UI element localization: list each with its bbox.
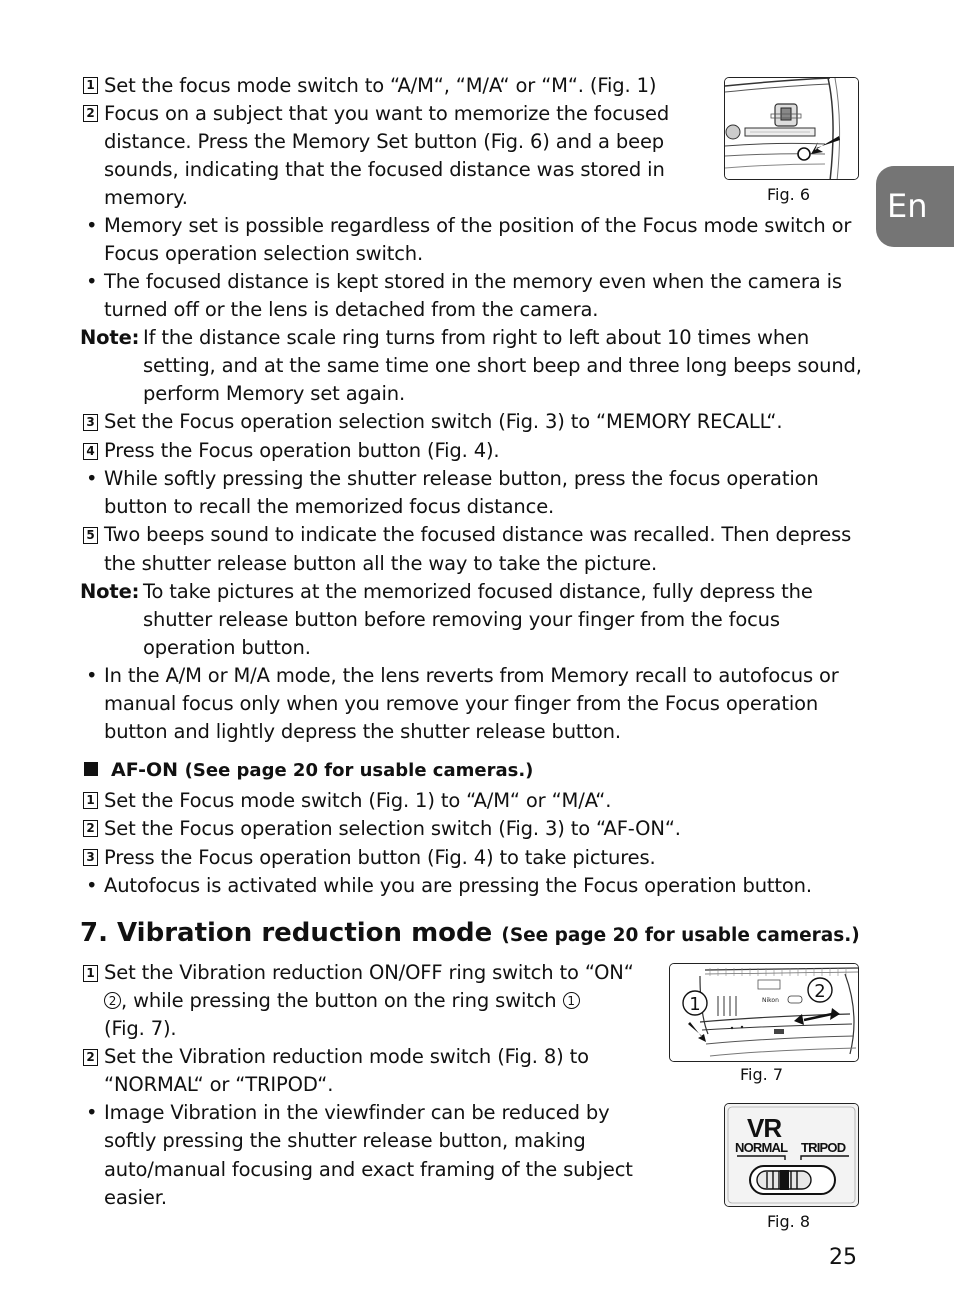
memory-step1: Set the focus mode switch to “A/M“, “M/A“ or “M“. (Fig. 1) (104, 74, 657, 97)
vr-bullet-line: softly pressing the shutter release button, making (104, 1129, 586, 1152)
lens-vr-ring-illustration (670, 964, 859, 1062)
memory-bullet2-line: turned off or the lens is detached from the camera. (104, 298, 599, 321)
memory-step5-line: Two beeps sound to indicate the focused distance was recalled. Then depress (104, 523, 852, 546)
vr-heading (80, 915, 860, 954)
vr-step1-line (104, 987, 580, 1015)
bullet-glyph: • (86, 467, 98, 490)
note-label: Note: (80, 580, 140, 603)
memory-bullet4-line: manual focus only when you remove your finger from the Focus operation (104, 692, 819, 715)
fig8-vr-label: VR (747, 1113, 782, 1143)
step-number: 5 (83, 527, 98, 544)
fig8-image (724, 1103, 859, 1207)
afon-title-note: (See page 20 for usable cameras.) (184, 760, 534, 781)
note1-line: If the distance scale ring turns from right to left about 10 times when (143, 326, 810, 349)
fig7-brand-text: Nikon (762, 997, 779, 1004)
memory-step2-line: Focus on a subject that you want to memorize the focused (104, 102, 670, 125)
section-bullet-square (84, 762, 98, 776)
language-tab: En (876, 166, 954, 247)
step-number: 3 (83, 414, 98, 431)
step-number: 2 (83, 105, 98, 122)
vr-step1-line: Set the Vibration reduction ON/OFF ring switch to “ON“ (104, 961, 634, 984)
fig6-caption: Fig. 6 (767, 185, 810, 204)
memory-bullet3-line: While softly pressing the shutter release button, press the focus operation (104, 467, 819, 490)
memory-step2-line: memory. (104, 186, 188, 209)
memory-step2-line: distance. Press the Memory Set button (Fig. 6) and a beep (104, 130, 665, 153)
step-number: 1 (83, 965, 98, 982)
note1-line: perform Memory set again. (143, 382, 406, 405)
memory-bullet1-line: Memory set is possible regardless of the position of the Focus mode switch or (104, 214, 852, 237)
afon-step3: Press the Focus operation button (Fig. 4) to take pictures. (104, 846, 656, 869)
afon-step1: Set the Focus mode switch (Fig. 1) to “A/M“ or “M/A“. (104, 789, 612, 812)
step-number: 3 (83, 849, 98, 866)
memory-step5-line: the shutter release button all the way to take the picture. (104, 552, 658, 575)
vr-step1-line: (Fig. 7). (104, 1017, 177, 1040)
fig7-caption: Fig. 7 (740, 1065, 783, 1084)
fig8-tripod-label: TRIPOD (801, 1140, 846, 1155)
vr-step2-line: Set the Vibration reduction mode switch (Fig. 8) to (104, 1045, 589, 1068)
vr-heading-note: (See page 20 for usable cameras.) (501, 925, 860, 946)
circled-number: 1 (563, 992, 580, 1009)
note2-line: To take pictures at the memorized focused distance, fully depress the (143, 580, 813, 603)
note1-line: setting, and at the same time one short beep and three long beeps sound, (143, 354, 862, 377)
circled-number: 2 (104, 992, 121, 1009)
memory-step4: Press the Focus operation button (Fig. 4). (104, 439, 500, 462)
fig6-image (724, 77, 859, 180)
fig7-callout-1: 1 (689, 994, 701, 1015)
fig8-normal-label: NORMAL (735, 1140, 788, 1155)
note2-line: shutter release button before removing your finger from the focus (143, 608, 780, 631)
vr-bullet-line: easier. (104, 1186, 167, 1209)
fig7-callout-2: 2 (814, 981, 826, 1002)
step-number: 4 (83, 443, 98, 460)
fig8-caption: Fig. 8 (767, 1212, 810, 1231)
memory-step3: Set the Focus operation selection switch (Fig. 3) to “MEMORY RECALL“. (104, 410, 783, 433)
memory-bullet1-line: Focus operation selection switch. (104, 242, 424, 265)
afon-bullet: Autofocus is activated while you are pressing the Focus operation button. (104, 874, 812, 897)
memory-bullet4-line: button and lightly depress the shutter release button. (104, 720, 621, 743)
note2-line: operation button. (143, 636, 311, 659)
step-number: 2 (83, 820, 98, 837)
vr-mode-switch-illustration (725, 1104, 859, 1207)
step-number: 1 (83, 792, 98, 809)
step-number: 2 (83, 1049, 98, 1066)
lens-memory-button-illustration (725, 78, 859, 180)
page-number: 25 (829, 1245, 857, 1270)
afon-step2: Set the Focus operation selection switch (Fig. 3) to “AF-ON“. (104, 817, 681, 840)
fig7-image (669, 963, 859, 1062)
memory-bullet2-line: The focused distance is kept stored in the memory even when the camera is (104, 270, 842, 293)
bullet-glyph: • (86, 1101, 98, 1124)
memory-bullet4-line: In the A/M or M/A mode, the lens reverts from Memory recall to autofocus or (104, 664, 839, 687)
bullet-glyph: • (86, 270, 98, 293)
vr-step1-text: , while pressing the button on the ring switch (121, 989, 557, 1012)
afon-title (111, 756, 533, 785)
vr-bullet-line: auto/manual focusing and exact framing of the subject (104, 1158, 633, 1181)
memory-step2-line: sounds, indicating that the focused distance was stored in (104, 158, 665, 181)
memory-bullet3-line: button to recall the memorized focus distance. (104, 495, 555, 518)
vr-step2-line: “NORMAL“ or “TRIPOD“. (104, 1073, 334, 1096)
note-label: Note: (80, 326, 140, 349)
vr-heading-text: 7. Vibration reduction mode (80, 918, 493, 948)
vr-bullet-line: Image Vibration in the viewfinder can be reduced by (104, 1101, 610, 1124)
step-number: 1 (83, 77, 98, 94)
bullet-glyph: • (86, 214, 98, 237)
bullet-glyph: • (86, 664, 98, 687)
afon-title-text: AF-ON (111, 759, 179, 781)
bullet-glyph: • (86, 874, 98, 897)
